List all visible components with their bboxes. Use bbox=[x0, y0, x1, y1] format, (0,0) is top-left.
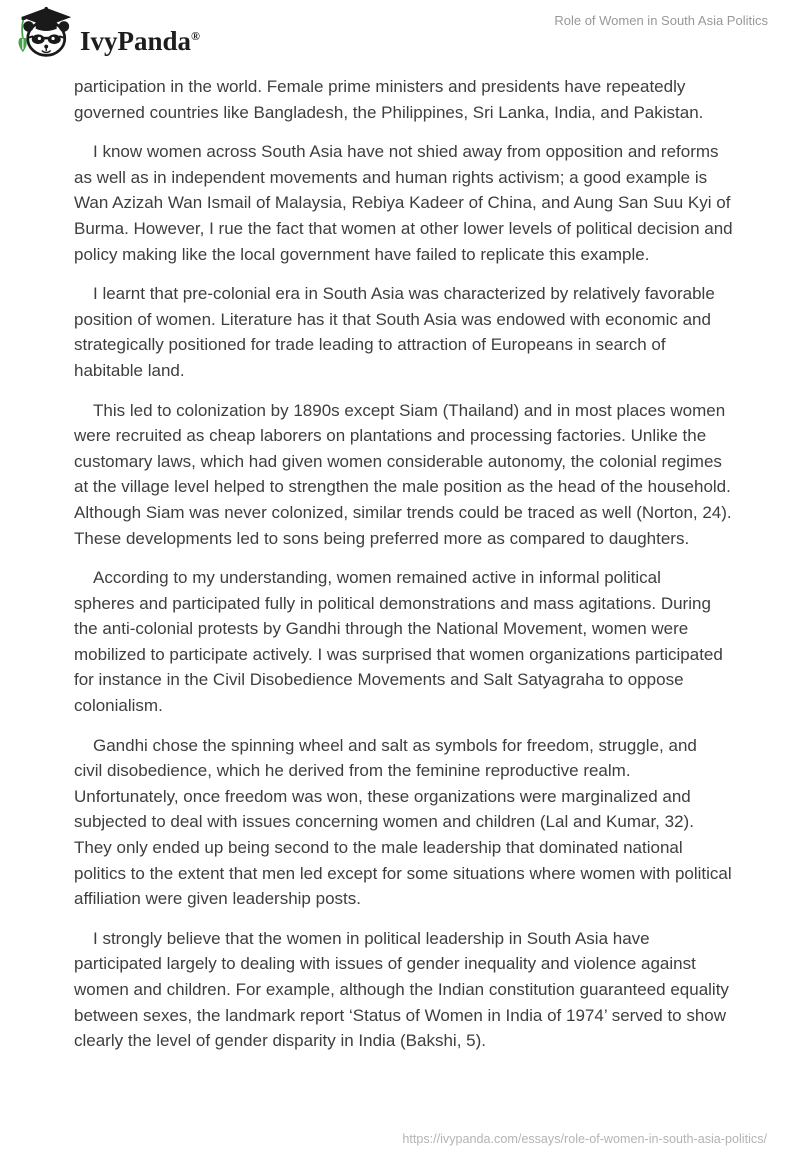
text-line: position of women. Literature has it that South Asia was endowed with economic and bbox=[74, 309, 711, 329]
brand-name-text: IvyPanda bbox=[80, 26, 192, 56]
text-line: clearly the level of gender disparity in India (Bakshi, 5). bbox=[74, 1031, 486, 1051]
ivypanda-logo bbox=[14, 6, 200, 58]
text-line: colonialism. bbox=[74, 696, 163, 716]
text-line: These developments led to sons being preferred more as compared to daughters. bbox=[74, 528, 690, 548]
paragraph bbox=[74, 733, 754, 912]
text-line: I know women across South Asia have not shied away from opposition and reforms bbox=[93, 142, 719, 162]
text-line: mobilized to participate actively. I was surprised that women organizations participated bbox=[74, 644, 723, 664]
text-line: spheres and participated fully in political demonstrations and mass agitations. During bbox=[74, 593, 711, 613]
text-line: I strongly believe that the women in political leadership in South Asia have bbox=[93, 928, 650, 948]
paragraph bbox=[74, 565, 754, 719]
text-line: the anti-colonial protests by Gandhi through the National Movement, women were bbox=[74, 619, 689, 639]
text-line: habitable land. bbox=[74, 360, 185, 380]
text-line: politics to the extent that men led except for some situations where women with political bbox=[74, 863, 732, 883]
essay-body bbox=[74, 74, 754, 1068]
text-line: were recruited as cheap laborers on plantations and processing factories. Unlike the bbox=[74, 426, 707, 446]
text-line: Burma. However, I rue the fact that women at other lower levels of political decision and bbox=[74, 218, 733, 238]
text-line: Unfortunately, once freedom was won, these organizations were marginalized and bbox=[74, 786, 691, 806]
text-line: strategically positioned for trade leading to attraction of Europeans in search of bbox=[74, 335, 666, 355]
registered-trademark: ® bbox=[191, 29, 201, 43]
brand-name bbox=[80, 6, 200, 55]
text-line: They only ended up being second to the male leadership that dominated national bbox=[74, 838, 683, 858]
text-line: at the village level helped to strengthen the male position as the head of the household. bbox=[74, 477, 731, 497]
text-line: This led to colonization by 1890s except Siam (Thailand) and in most places women bbox=[93, 400, 726, 420]
panda-graduate-cap-icon bbox=[14, 6, 72, 58]
text-line: Wan Azizah Wan Ismail of Malaysia, Rebiya Kadeer of China, and Aung San Suu Kyi of bbox=[74, 193, 731, 213]
text-line: Although Siam was never colonized, similar trends could be traced as well (Norton, 24). bbox=[74, 502, 732, 522]
paragraph bbox=[74, 139, 754, 267]
text-line: Gandhi chose the spinning wheel and salt as symbols for freedom, struggle, and bbox=[93, 735, 697, 755]
paragraph bbox=[74, 926, 754, 1054]
text-line: subjected to deal with issues concerning women and children (Lal and Kumar, 32). bbox=[74, 812, 694, 832]
text-line: between sexes, the landmark report ‘Status of Women in India of 1974’ served to show bbox=[74, 1005, 727, 1025]
text-line: customary laws, which had given women considerable autonomy, the colonial regimes bbox=[74, 451, 722, 471]
text-line: as well as in independent movements and human rights activism; a good example is bbox=[74, 167, 708, 187]
text-line: women and children. For example, although the Indian constitution guaranteed equality bbox=[74, 980, 729, 999]
text-line: participation in the world. Female prime ministers and presidents have repeatedly bbox=[74, 77, 686, 96]
document-title: Role of Women in South Asia Politics bbox=[554, 13, 768, 28]
text-line: governed countries like Bangladesh, the Philippines, Sri Lanka, India, and Pakistan. bbox=[74, 102, 704, 122]
text-line: participated largely to dealing with issues of gender inequality and violence against bbox=[74, 954, 696, 974]
text-line: policy making like the local government have failed to replicate this example. bbox=[74, 244, 650, 264]
source-url: https://ivypanda.com/essays/role-of-women-in-south-asia-politics/ bbox=[402, 1132, 767, 1146]
paragraph bbox=[74, 281, 754, 383]
text-line: I learnt that pre-colonial era in South Asia was characterized by relatively favorable bbox=[93, 284, 715, 304]
text-line: for instance in the Civil Disobedience Movements and Salt Satyagraha to oppose bbox=[74, 670, 684, 690]
text-line: affiliation were given leadership posts. bbox=[74, 889, 361, 909]
paragraph bbox=[74, 398, 754, 552]
text-line: According to my understanding, women remained active in informal political bbox=[93, 568, 661, 588]
paragraph bbox=[74, 74, 754, 125]
text-line: civil disobedience, which he derived from the feminine reproductive realm. bbox=[74, 761, 631, 781]
